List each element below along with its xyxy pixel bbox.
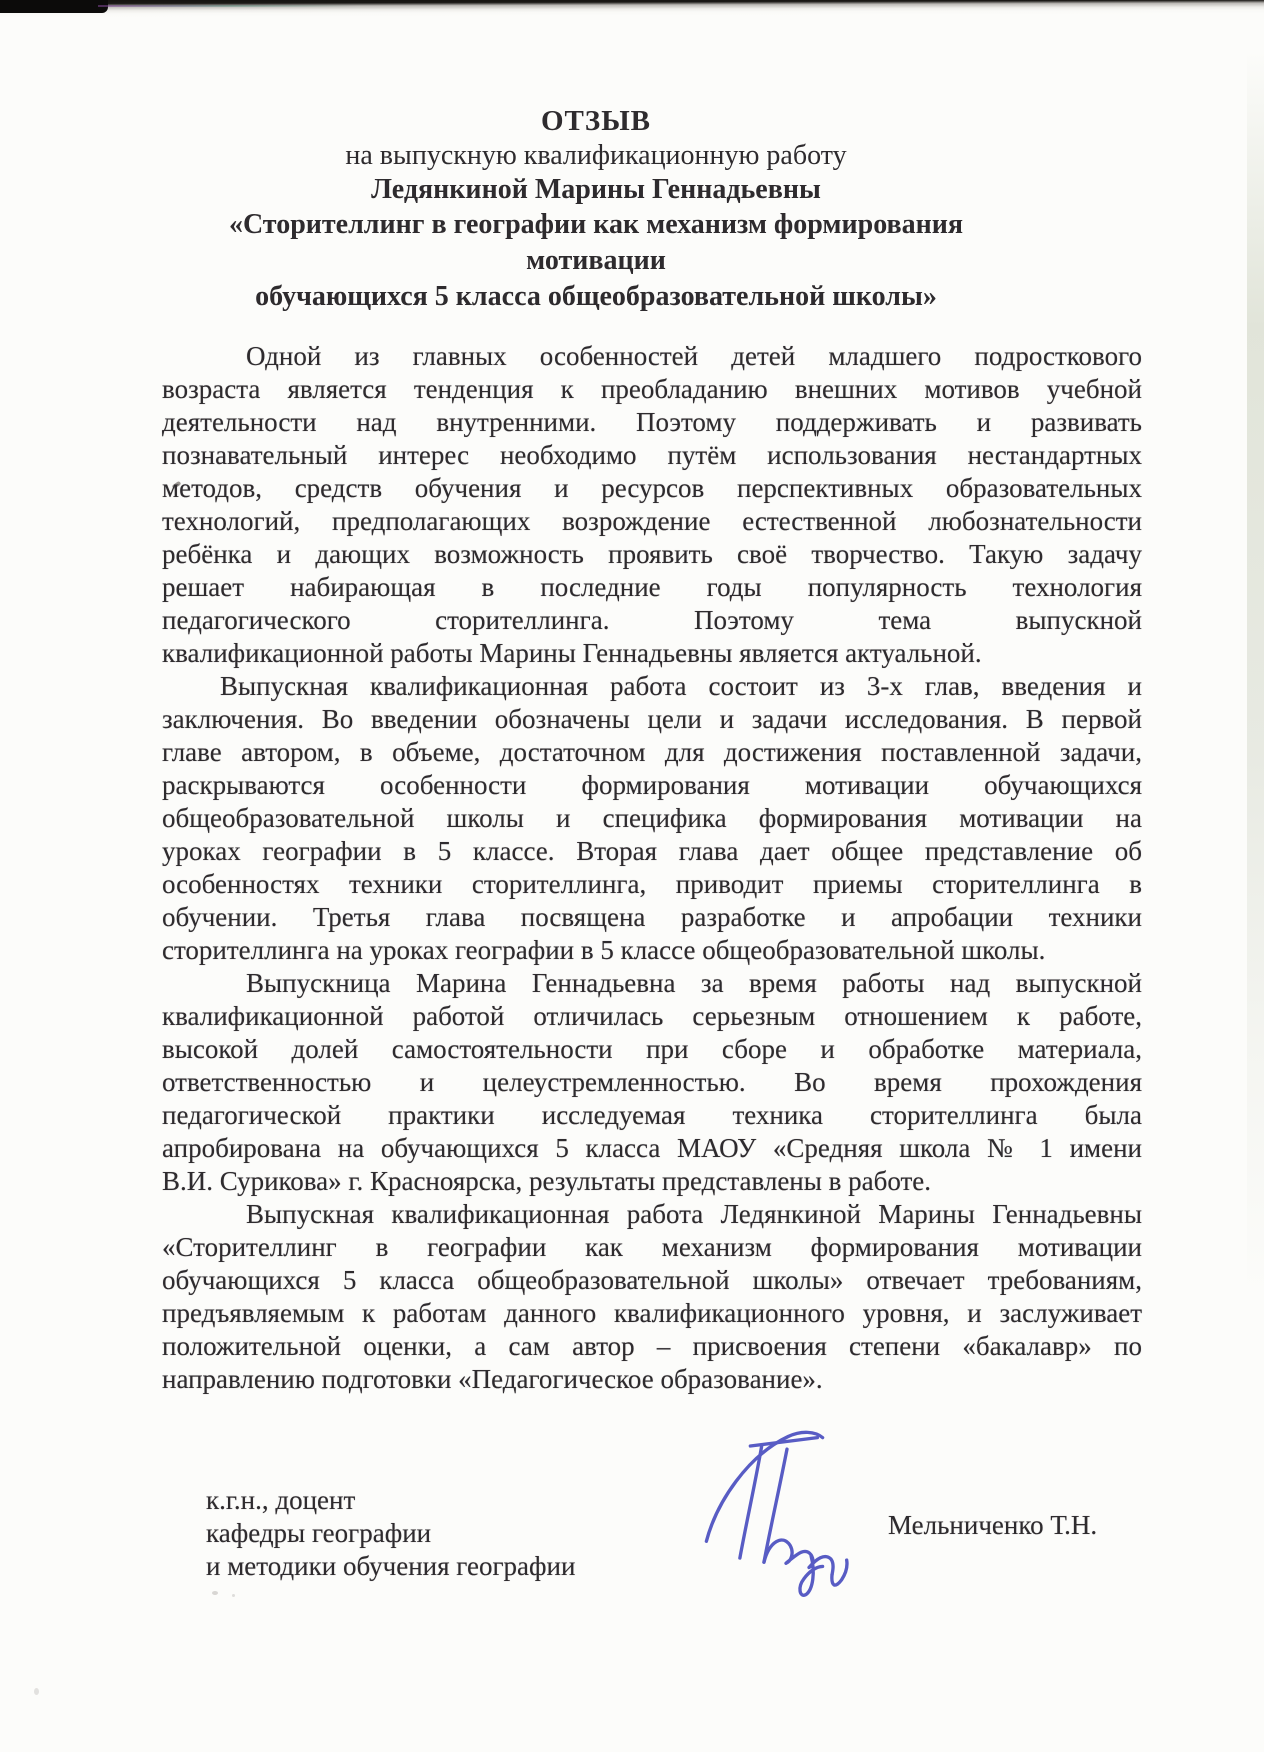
scan-right-edge	[1247, 50, 1264, 1300]
paragraph	[162, 967, 1142, 1198]
text-line: положительной оценки, а сам автор – присвоения степени «бакалавр» по	[162, 1331, 1142, 1361]
text-line: раскрываются особенности формирования мотивации обучающихся	[162, 770, 1142, 800]
header-author-name: Ледянкиной Марины Геннадьевны	[371, 174, 821, 205]
text-line: ребёнка и дающих возможность проявить своё творчество. Такую задачу	[162, 539, 1142, 569]
paragraph	[162, 670, 1142, 967]
text-line: Выпускная квалификационная работа состоит из 3-х глав, введения и	[220, 671, 1142, 701]
document-type-heading: ОТЗЫВ	[540, 105, 652, 137]
text-line: общеобразовательной школы и специфика формирования мотивации на	[162, 803, 1142, 833]
paragraph	[162, 1198, 1142, 1396]
text-line: высокой долей самостоятельности при сборе и обработке материала,	[162, 1034, 1142, 1064]
text-line: Выпускная квалификационная работа Ледянкиной Марины Геннадьевны	[246, 1199, 1142, 1229]
thesis-title-line-1: «Сторителлинг в географии как механизм формирования мотивации	[228, 209, 964, 276]
document-header	[160, 104, 1032, 315]
text-line: заключения. Во введении обозначены цели и задачи исследования. В первой	[162, 704, 1142, 734]
text-line: методов, средств обучения и ресурсов перспективных образовательных	[162, 473, 1142, 503]
text-line: ответственностью и целеустремленностью. Во время прохождения	[162, 1067, 1142, 1097]
scan-speck	[212, 1591, 218, 1595]
text-line: обучении. Третья глава посвящена разработке и апробации техники	[162, 902, 1142, 932]
text-line: деятельности над внутренними. Поэтому поддерживать и развивать	[162, 407, 1142, 437]
scan-top-corner	[0, 0, 108, 13]
reviewer-department-line-2: и методики обучения географии	[206, 1551, 576, 1581]
text-line: Выпускница Марина Геннадьевна за время работы над выпускной	[246, 968, 1142, 998]
text-line: квалификационной работой отличилась серьезным отношением к работе,	[162, 1001, 1142, 1031]
text-line: апробирована на обучающихся 5 класса МАОУ «Средняя школа № 1 имени	[162, 1133, 1142, 1163]
scan-speck	[232, 1594, 235, 1597]
text-line: квалификационной работы Марины Геннадьевны является актуальной.	[162, 638, 982, 668]
handwritten-signature	[698, 1424, 876, 1602]
thesis-title-line-2: обучающихся 5 класса общеобразовательной школы»	[255, 281, 937, 312]
text-line: направлению подготовки «Педагогическое образование».	[162, 1364, 823, 1394]
scan-top-edge	[0, 0, 1264, 18]
text-line: возраста является тенденция к преобладанию внешних мотивов учебной	[162, 374, 1142, 404]
text-line: педагогической практики исследуемая техника сторителлинга была	[162, 1100, 1142, 1130]
text-line: предъявляемым к работам данного квалификационного уровня, и заслуживает	[162, 1298, 1142, 1328]
text-line: технологий, предполагающих возрождение естественной любознательности	[162, 506, 1142, 536]
text-line: «Сторителлинг в географии как механизм формирования мотивации	[162, 1232, 1142, 1262]
text-line: решает набирающая в последние годы популярность технология	[162, 572, 1142, 602]
text-line: педагогического сторителлинга. Поэтому тема выпускной	[162, 605, 1142, 635]
text-line: уроках географии в 5 классе. Вторая глава дает общее представление об	[162, 836, 1142, 866]
reviewer-degree: к.г.н., доцент	[206, 1485, 356, 1515]
text-line: познавательный интерес необходимо путём использования нестандартных	[162, 440, 1142, 470]
paragraph	[162, 340, 1142, 670]
scan-speck	[34, 1688, 39, 1695]
text-line: главе автором, в объеме, достаточном для достижения поставленной задачи,	[162, 737, 1142, 767]
reviewer-position-block	[206, 1484, 575, 1583]
text-line: обучающихся 5 класса общеобразовательной школы» отвечает требованиям,	[162, 1265, 1142, 1295]
header-subtitle: на выпускную квалификационную работу	[345, 140, 847, 171]
reviewer-name: Мельниченко Т.Н.	[888, 1510, 1098, 1540]
scan-color-fringe	[98, 5, 358, 7]
reviewer-department-line-1: кафедры географии	[206, 1518, 432, 1548]
document-body	[162, 340, 1142, 1396]
text-line: особенностях техники сторителлинга, приводит приемы сторителлинга в	[162, 869, 1142, 899]
text-line: сторителлинга на уроках географии в 5 классе общеобразовательной школы.	[162, 935, 1046, 965]
text-line: Одной из главных особенностей детей младшего подросткового	[246, 341, 1142, 371]
text-line: В.И. Сурикова» г. Красноярска, результаты представлены в работе.	[162, 1166, 932, 1196]
